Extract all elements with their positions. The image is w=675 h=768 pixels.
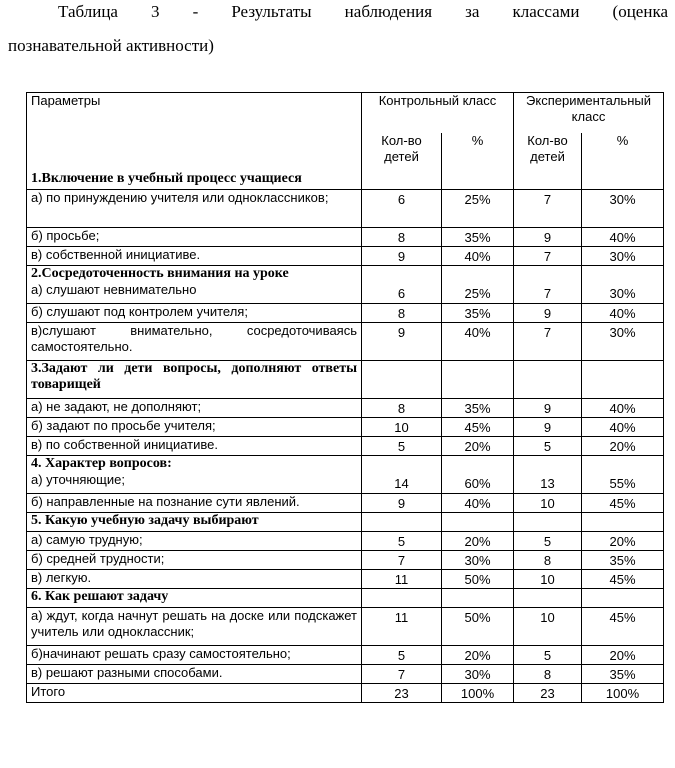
empty-cell [442, 589, 514, 608]
row-label: а) по принуждению учителя или одноклассников; [27, 190, 362, 228]
experimental-percent: 45% [582, 570, 664, 589]
control-percent: 50% [442, 608, 514, 646]
section-row [27, 361, 664, 399]
params-label: Параметры [31, 93, 101, 108]
control-count: 7 [362, 665, 442, 684]
experimental-percent: 30% [582, 247, 664, 266]
experimental-percent: 35% [582, 665, 664, 684]
experimental-percent: 40% [582, 228, 664, 247]
value-c-pct: 25% [442, 266, 514, 304]
control-percent: 40% [442, 323, 514, 361]
empty-cell [582, 589, 664, 608]
experimental-percent: 40% [582, 304, 664, 323]
section-title: 4. Характер вопросов: [31, 456, 172, 471]
section-title: 3.Задают ли дети вопросы, дополняют ответы товарищей [27, 361, 362, 399]
table-row [27, 323, 664, 361]
experimental-percent: 40% [582, 399, 664, 418]
experimental-percent: 45% [582, 608, 664, 646]
section-row [27, 589, 664, 608]
control-count: 5 [362, 437, 442, 456]
value-e-pct: 55% [582, 456, 664, 494]
table-row [27, 646, 664, 665]
row-label: в) решают разными способами. [27, 665, 362, 684]
control-percent: 35% [442, 304, 514, 323]
table-row [27, 190, 664, 228]
total-label: Итого [27, 684, 362, 703]
experimental-count: 5 [514, 646, 582, 665]
empty-cell [514, 513, 582, 532]
control-count: 6 [362, 190, 442, 228]
control-percent: 20% [442, 532, 514, 551]
control-percent: 30% [442, 551, 514, 570]
table-row [27, 437, 664, 456]
table-row [27, 532, 664, 551]
experimental-count: 7 [514, 247, 582, 266]
value-e-count: 7 [514, 266, 582, 304]
control-count: 8 [362, 304, 442, 323]
row-label: а) уточняющие; [31, 472, 125, 487]
control-percent: 50% [442, 570, 514, 589]
section-cell [27, 266, 362, 304]
table-row [27, 494, 664, 513]
control-percent: 40% [442, 247, 514, 266]
row-label: б) средней трудности; [27, 551, 362, 570]
experimental-percent: 20% [582, 646, 664, 665]
control-class-header: Контрольный класс [362, 93, 514, 133]
total-experimental-count: 23 [514, 684, 582, 703]
row-label: а) ждут, когда начнут решать на доске или подскажет учитель или одноклассник; [27, 608, 362, 646]
experimental-class-header: Экспериментальный класс [514, 93, 664, 133]
control-count: 9 [362, 247, 442, 266]
experimental-percent-header: % [582, 133, 664, 190]
experimental-percent: 40% [582, 418, 664, 437]
experimental-count: 9 [514, 399, 582, 418]
experimental-count: 10 [514, 494, 582, 513]
table-row [27, 304, 664, 323]
section-title: 5. Какую учебную задачу выбирают [27, 513, 362, 532]
empty-cell [582, 513, 664, 532]
total-control-percent: 100% [442, 684, 514, 703]
experimental-count: 9 [514, 228, 582, 247]
value-e-count: 13 [514, 456, 582, 494]
section-title: 6. Как решают задачу [27, 589, 362, 608]
control-count: 9 [362, 323, 442, 361]
table-row [27, 418, 664, 437]
table-caption-line-2: познавательной активности) [8, 36, 214, 55]
empty-cell [362, 513, 442, 532]
control-count: 9 [362, 494, 442, 513]
row-label: а) самую трудную; [27, 532, 362, 551]
control-percent: 30% [442, 665, 514, 684]
value-e-pct: 30% [582, 266, 664, 304]
row-label: в) по собственной инициативе. [27, 437, 362, 456]
empty-cell [442, 361, 514, 399]
table-row [27, 551, 664, 570]
empty-cell [582, 361, 664, 399]
header-params-cell [27, 93, 362, 190]
section-cell [27, 456, 362, 494]
table-row [27, 228, 664, 247]
table-row [27, 608, 664, 646]
total-control-count: 23 [362, 684, 442, 703]
control-count: 11 [362, 570, 442, 589]
control-percent: 25% [442, 190, 514, 228]
control-percent: 20% [442, 437, 514, 456]
experimental-count: 7 [514, 323, 582, 361]
experimental-percent: 30% [582, 190, 664, 228]
value-c-count: 6 [362, 266, 442, 304]
table-row [27, 570, 664, 589]
control-count: 11 [362, 608, 442, 646]
control-percent: 40% [442, 494, 514, 513]
row-label: в) собственной инициативе. [27, 247, 362, 266]
control-count: 10 [362, 418, 442, 437]
control-count-header: Кол-во детей [362, 133, 442, 190]
row-label: б) просьбе; [27, 228, 362, 247]
section-title: 1.Включение в учебный процесс учащиеся [31, 171, 302, 186]
experimental-count: 9 [514, 418, 582, 437]
control-percent: 20% [442, 646, 514, 665]
value-c-count: 14 [362, 456, 442, 494]
control-count: 8 [362, 228, 442, 247]
experimental-percent: 30% [582, 323, 664, 361]
experimental-count: 8 [514, 551, 582, 570]
empty-cell [362, 589, 442, 608]
control-percent: 35% [442, 399, 514, 418]
control-percent: 45% [442, 418, 514, 437]
empty-cell [514, 361, 582, 399]
control-percent-header: % [442, 133, 514, 190]
row-label: б) направленные на познание сути явлений. [27, 494, 362, 513]
experimental-count: 5 [514, 437, 582, 456]
experimental-percent: 20% [582, 532, 664, 551]
empty-cell [362, 361, 442, 399]
table-row [27, 665, 664, 684]
section-title: 2.Сосредоточенность внимания на уроке [31, 266, 289, 281]
experimental-count: 10 [514, 570, 582, 589]
section-row [27, 456, 664, 494]
control-count: 8 [362, 399, 442, 418]
row-label: в)слушают внимательно, сосредоточиваясь самостоятельно. [27, 323, 362, 361]
experimental-percent: 35% [582, 551, 664, 570]
experimental-percent: 45% [582, 494, 664, 513]
table-row [27, 399, 664, 418]
row-label: б) слушают под контролем учителя; [27, 304, 362, 323]
experimental-count: 10 [514, 608, 582, 646]
experimental-count-header: Кол-во детей [514, 133, 582, 190]
table-caption-line-1: Таблица 3 - Результаты наблюдения за классами (оценка [58, 2, 668, 21]
row-label: б)начинают решать сразу самостоятельно; [27, 646, 362, 665]
control-percent: 35% [442, 228, 514, 247]
row-label: б) задают по просьбе учителя; [27, 418, 362, 437]
total-row [27, 684, 664, 703]
experimental-count: 7 [514, 190, 582, 228]
row-label: а) не задают, не дополняют; [27, 399, 362, 418]
experimental-percent: 20% [582, 437, 664, 456]
row-label: а) слушают невнимательно [31, 282, 197, 297]
experimental-count: 9 [514, 304, 582, 323]
section-row [27, 266, 664, 304]
experimental-count: 5 [514, 532, 582, 551]
value-c-pct: 60% [442, 456, 514, 494]
control-count: 5 [362, 646, 442, 665]
section-row [27, 513, 664, 532]
empty-cell [514, 589, 582, 608]
empty-cell [442, 513, 514, 532]
experimental-count: 8 [514, 665, 582, 684]
observation-results-table [26, 92, 664, 703]
control-count: 7 [362, 551, 442, 570]
total-experimental-percent: 100% [582, 684, 664, 703]
table-row [27, 247, 664, 266]
row-label: в) легкую. [27, 570, 362, 589]
control-count: 5 [362, 532, 442, 551]
